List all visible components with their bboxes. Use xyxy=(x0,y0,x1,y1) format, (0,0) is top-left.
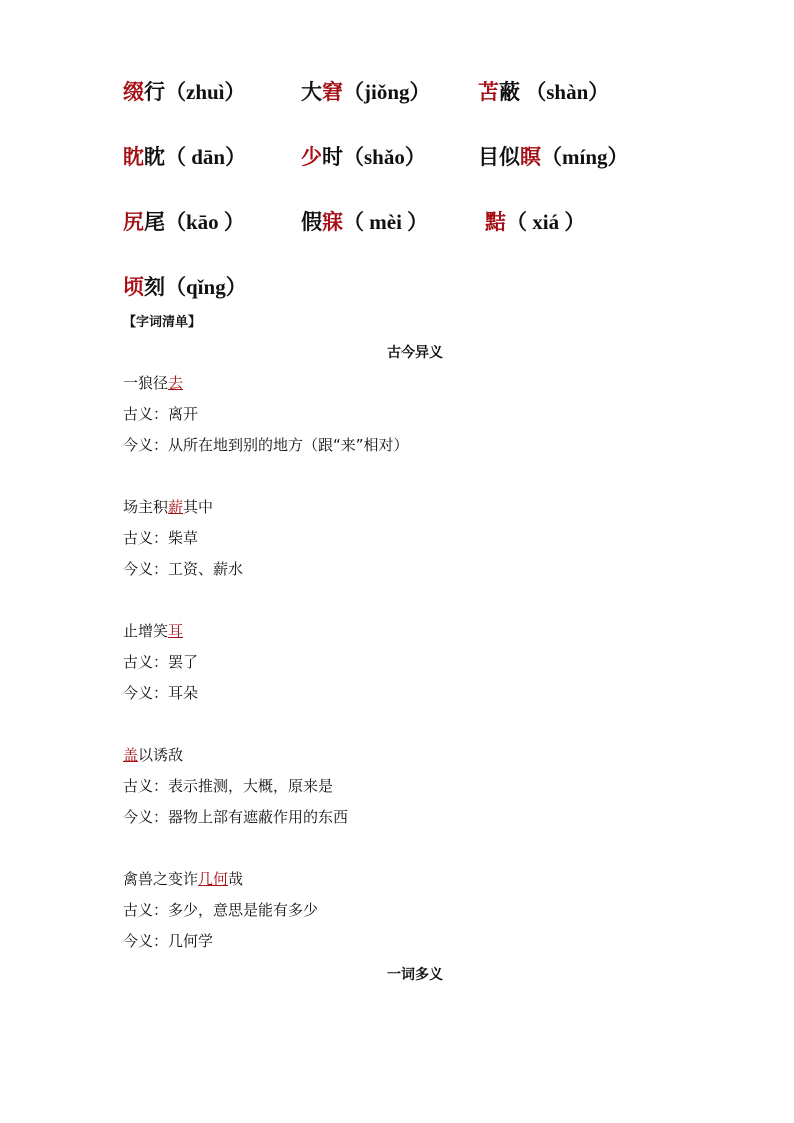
pinyin-reading: （ xiá ） xyxy=(506,210,586,234)
ancient-meaning: 古义：柴草 xyxy=(123,529,199,547)
example-sentence: 盖以诱敌 xyxy=(123,746,184,764)
list-item xyxy=(123,740,683,833)
pronunciation-item: 苫蔽 （shàn） xyxy=(478,79,610,104)
pinyin-reading: （ mèi ） xyxy=(343,210,429,234)
modern-meaning: 今义：工资、薪水 xyxy=(123,560,244,578)
pinyin-reading: （kāo ） xyxy=(165,210,245,234)
modern-meaning: 今义：器物上部有遮蔽作用的东西 xyxy=(123,808,349,826)
heading-polysemy: 一词多义 xyxy=(387,967,443,983)
pinyin-reading: （ dān） xyxy=(165,145,247,169)
pronunciation-item: 缀行（zhuì） xyxy=(123,79,246,104)
pronunciation-row xyxy=(123,200,683,244)
modern-meaning: 今义：耳朵 xyxy=(123,684,199,702)
key-word: 去 xyxy=(168,374,184,392)
pronunciation-item: 眈眈（ dān） xyxy=(123,144,247,169)
key-word: 几何 xyxy=(198,870,229,888)
pinyin-reading: （zhuì） xyxy=(165,80,246,104)
key-word: 盖 xyxy=(123,746,139,764)
pinyin-reading: （shàn） xyxy=(520,80,610,104)
example-sentence: 止增笑耳 xyxy=(123,622,184,640)
pronunciation-item: 假寐（ mèi ） xyxy=(301,209,429,234)
ancient-meaning: 古义：罢了 xyxy=(123,653,199,671)
pinyin-reading: （shǎo） xyxy=(343,145,426,169)
heading-ancient-modern-meanings: 古今异义 xyxy=(387,345,443,361)
pronunciation-row xyxy=(123,265,683,309)
ancient-modern-list xyxy=(123,368,683,957)
pronunciation-item: 黠（ xiá ） xyxy=(485,209,586,234)
ancient-meaning: 古义：离开 xyxy=(123,405,199,423)
ancient-meaning: 古义：表示推测，大概，原来是 xyxy=(123,777,334,795)
pronunciation-row xyxy=(123,135,683,179)
ancient-meaning: 古义：多少，意思是能有多少 xyxy=(123,901,319,919)
pronunciation-item: 大窘（jiǒng） xyxy=(301,79,431,104)
list-item xyxy=(123,864,683,957)
list-item xyxy=(123,616,683,709)
pinyin-reading: （jiǒng） xyxy=(343,80,431,104)
pronunciation-item: 顷刻（qǐng） xyxy=(123,274,247,299)
modern-meaning: 今义：几何学 xyxy=(123,932,214,950)
example-sentence: 场主积薪其中 xyxy=(123,498,214,516)
pronunciation-item: 目似瞑（míng） xyxy=(478,144,629,169)
section-title: 【字词清单】 xyxy=(123,315,202,330)
modern-meaning: 今义：从所在地到别的地方（跟“来”相对） xyxy=(123,436,409,454)
key-word: 耳 xyxy=(168,622,184,640)
example-sentence: 禽兽之变诈几何哉 xyxy=(123,870,244,888)
pronunciation-item: 少时（shǎo） xyxy=(301,144,426,169)
key-word: 薪 xyxy=(168,498,184,516)
example-sentence: 一狼径去 xyxy=(123,374,184,392)
pronunciation-item: 尻尾（kāo ） xyxy=(123,209,245,234)
pinyin-reading: （qǐng） xyxy=(165,275,247,299)
pronunciation-row xyxy=(123,70,683,114)
list-item xyxy=(123,492,683,585)
pinyin-reading: （míng） xyxy=(541,145,629,169)
list-item xyxy=(123,368,683,461)
